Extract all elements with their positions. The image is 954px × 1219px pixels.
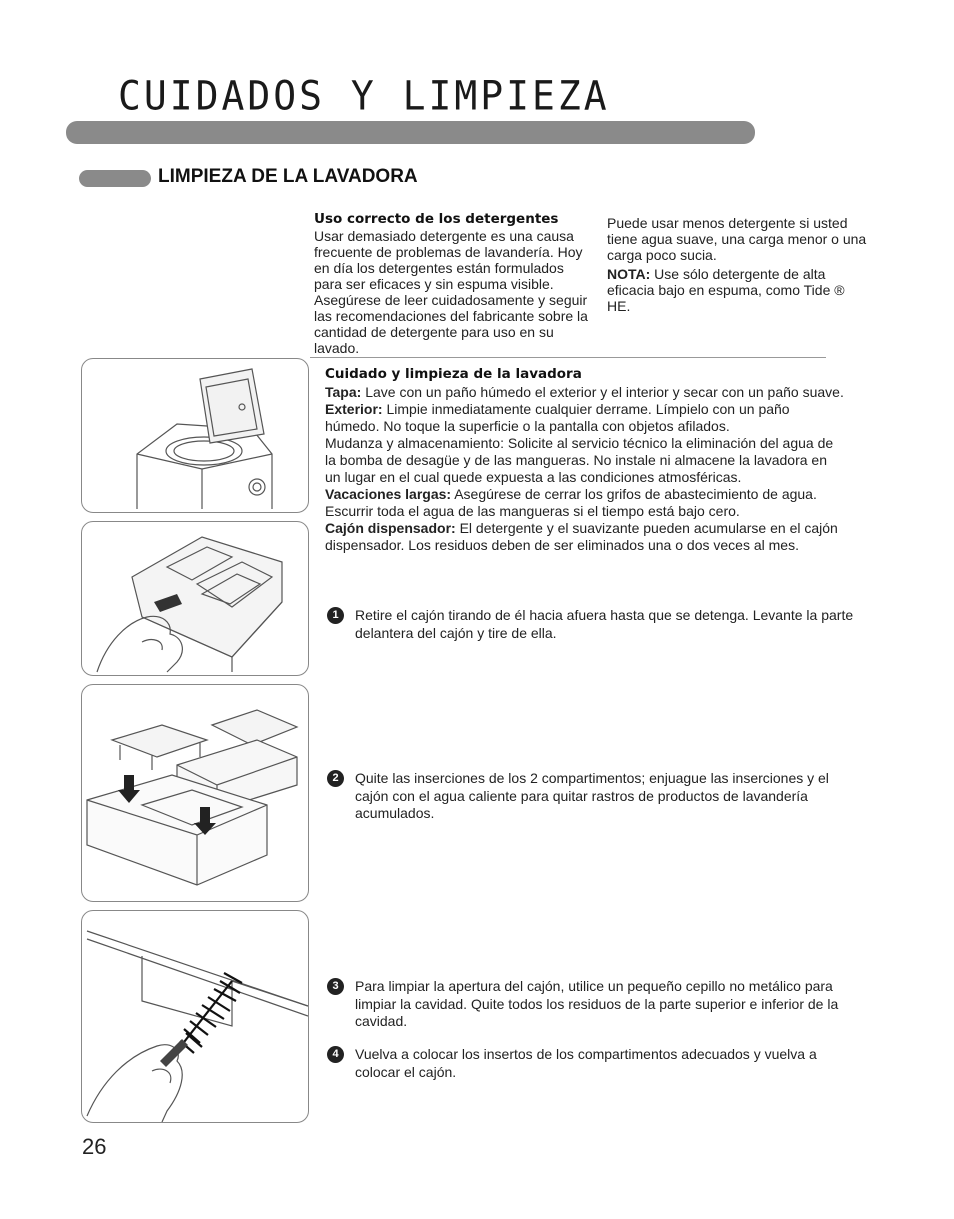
drawer-pull-drawing (82, 522, 308, 675)
step-number: 1 (327, 607, 344, 624)
step-number: 4 (327, 1046, 344, 1063)
step-1 (327, 607, 857, 642)
care-moving: Mudanza y almacenamiento: Solicite al servicio técnico la eliminación del agua de la bomba de desagüe y de las mangueras. No instale ni almacene la lavadora en un lugar en el cual quede expuesta a las condiciones atmosféricas. (325, 435, 834, 485)
title-bar (66, 121, 755, 144)
exterior-label: Exterior: (325, 401, 383, 417)
note-label: NOTA: (607, 266, 651, 282)
step-2 (327, 770, 857, 823)
step-4 (327, 1046, 857, 1081)
detergents-right-text: Puede usar menos detergente si usted tiene agua suave, una carga menor o una carga poco sucia. (607, 215, 867, 263)
care-block (325, 366, 845, 554)
detergents-body: Usar demasiado detergente es una causa frecuente de problemas de lavandería. Hoy en día los detergentes están formulados para ser eficaces y sin espuma visible. Asegúrese de leer cuidadosamente y seguir las recomendaciones del fabricante sobre la cantidad de detergente para uso en su lavado. (314, 228, 588, 356)
detergents-note (607, 266, 869, 314)
section-pill (79, 170, 151, 187)
detergents-heading: Uso correcto de los detergentes (314, 211, 559, 227)
drawer-inserts-drawing (82, 685, 308, 901)
exterior-text: Limpie inmediatamente cualquier derrame. Límpielo con un paño húmedo. No toque la superficie o la pantalla con objetos afilados. (325, 401, 790, 434)
step-3 (327, 978, 857, 1031)
care-dispenser (325, 520, 845, 554)
section-divider (310, 357, 826, 358)
washer-illustration (81, 358, 309, 513)
vacation-label: Vacaciones largas: (325, 486, 452, 502)
step-number: 2 (327, 770, 344, 787)
care-heading: Cuidado y limpieza de la lavadora (325, 366, 582, 382)
note-text: Use sólo detergente de alta eficacia bajo en espuma, como Tide ® HE. (607, 266, 845, 314)
page-number: 26 (82, 1134, 107, 1159)
detergents-block (314, 211, 594, 356)
detergents-right-block (607, 215, 869, 314)
brush-cleaning-illustration (81, 910, 309, 1123)
dispenser-label: Cajón dispensador: (325, 520, 456, 536)
lid-label: Tapa: (325, 384, 362, 400)
step-text: Quite las inserciones de los 2 compartimentos; enjuague las inserciones y el cajón con el agua caliente para quitar rastros de productos de lavandería acumulados. (355, 770, 829, 821)
washer-drawing (82, 359, 308, 512)
step-text: Retire el cajón tirando de él hacia afuera hasta que se detenga. Levante la parte delantera del cajón y tire de ella. (355, 607, 854, 641)
step-number: 3 (327, 978, 344, 995)
drawer-pull-illustration (81, 521, 309, 676)
care-lid (325, 384, 845, 401)
section-heading: LIMPIEZA DE LA LAVADORA (158, 166, 418, 187)
step-text: Para limpiar la apertura del cajón, utilice un pequeño cepillo no metálico para limpiar la cavidad. Quite todos los residuos de la parte superior e inferior de la cavidad. (355, 978, 839, 1029)
care-exterior (325, 401, 845, 435)
drawer-inserts-illustration (81, 684, 309, 902)
brush-cleaning-drawing (82, 911, 308, 1122)
care-vacation (325, 486, 845, 520)
step-text: Vuelva a colocar los insertos de los compartimentos adecuados y vuelva a colocar el cajón. (355, 1046, 817, 1080)
page-title: CUIDADOS Y LIMPIEZA (118, 72, 610, 120)
lid-text: Lave con un paño húmedo el exterior y el interior y secar con un paño suave. (361, 384, 844, 400)
dispenser-text: El detergente y el suavizante pueden acumularse en el cajón dispensador. Los residuos deben de ser eliminados una o dos veces al mes. (325, 520, 838, 553)
vacation-text: Asegúrese de cerrar los grifos de abastecimiento de agua. Escurrir toda el agua de las mangueras si el tiempo está bajo cero. (325, 486, 817, 519)
